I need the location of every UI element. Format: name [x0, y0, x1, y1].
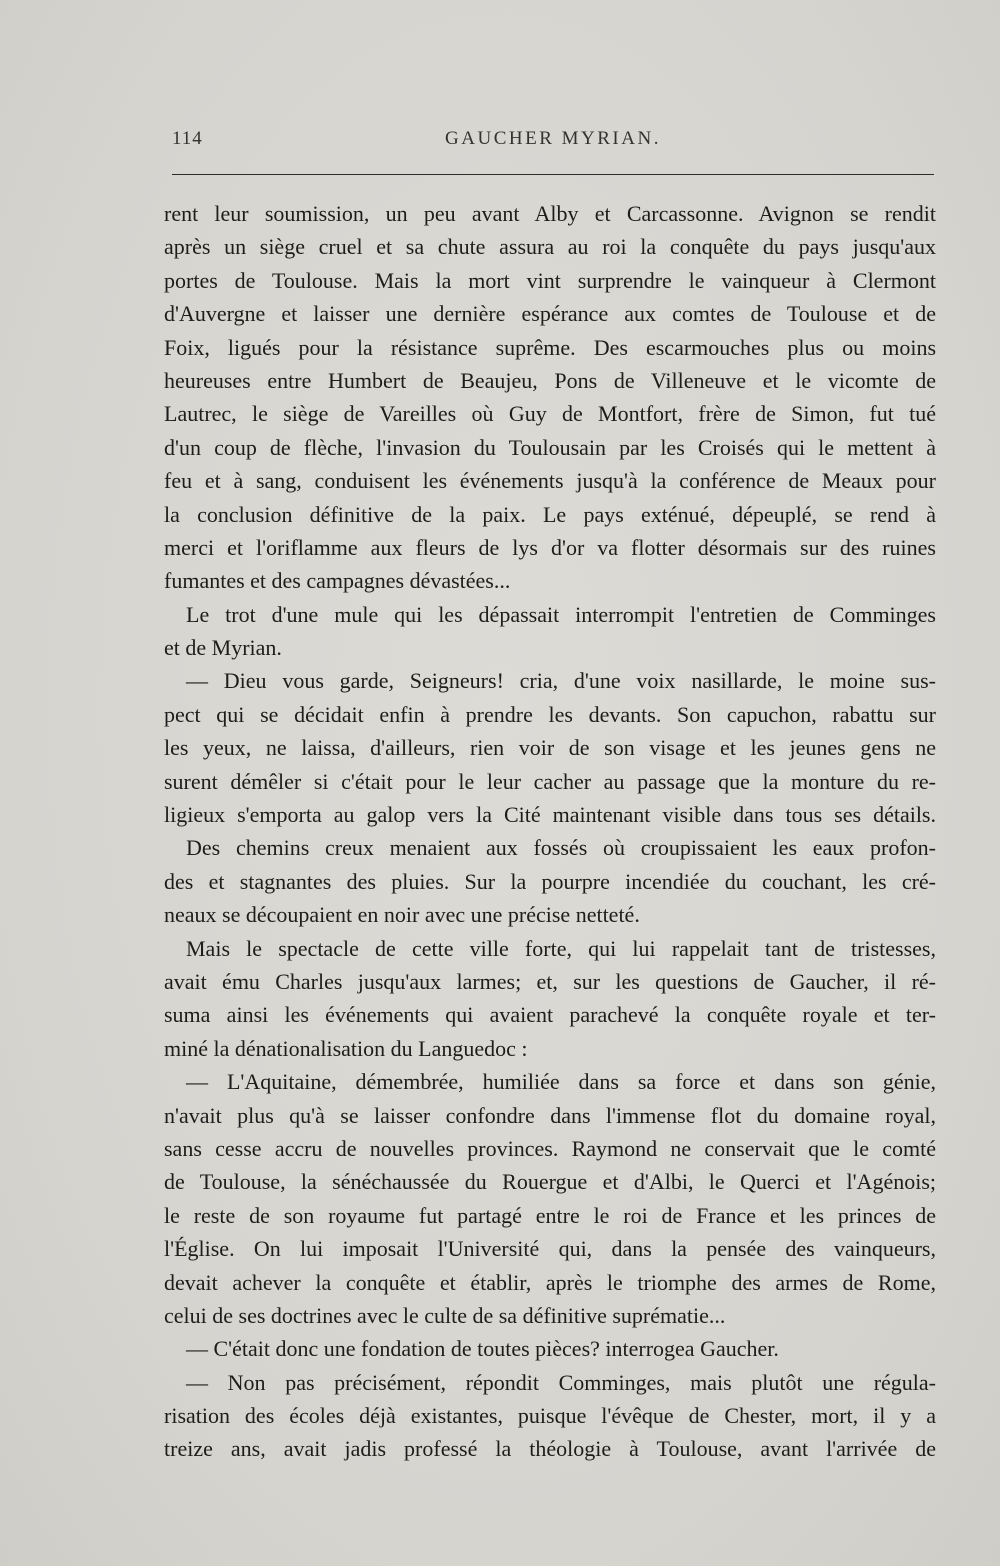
text-line: fumantes et des campagnes dévastées... — [164, 568, 511, 594]
running-head — [172, 128, 934, 158]
text-line: d'Auvergne et laisser une dernière espérance aux comtes de Toulouse et de — [164, 301, 936, 327]
text-line: ligieux s'emporta au galop vers la Cité maintenant visible dans tous ses détails. — [164, 802, 936, 828]
text-line: après un siège cruel et sa chute assura au roi la conquête du pays jusqu'aux — [164, 234, 936, 260]
text-line: Des chemins creux menaient aux fossés où croupissaient les eaux profon- — [186, 835, 936, 861]
body-text — [164, 197, 936, 1466]
text-line: l'Église. On lui imposait l'Université qui, dans la pensée des vainqueurs, — [164, 1236, 936, 1262]
text-line: suma ainsi les événements qui avaient parachevé la conquête royale et ter- — [164, 1002, 936, 1028]
text-line: de Toulouse, la sénéchaussée du Rouergue et d'Albi, le Querci et l'Agénois; — [164, 1169, 936, 1195]
text-line: miné la dénationalisation du Languedoc : — [164, 1035, 528, 1061]
text-line: — Non pas précisément, répondit Comminges, mais plutôt une régula- — [186, 1369, 936, 1395]
header-rule — [172, 174, 934, 175]
text-line: sans cesse accru de nouvelles provinces. Raymond ne conservait que le comté — [164, 1135, 936, 1161]
text-line: rent leur soumission, un peu avant Alby et Carcassonne. Avignon se rendit — [164, 201, 936, 226]
text-line: devait achever la conquête et établir, après le triomphe des armes de Rome, — [164, 1269, 936, 1295]
text-line: Lautrec, le siège de Vareilles où Guy de Montfort, frère de Simon, fut tué — [164, 401, 936, 427]
text-line: risation des écoles déjà existantes, puisque l'évêque de Chester, mort, il y a — [164, 1403, 936, 1429]
running-title: GAUCHER MYRIAN. — [445, 128, 661, 149]
text-line: d'un coup de flèche, l'invasion du Toulousain par les Croisés qui le mettent à — [164, 434, 936, 460]
text-line: — L'Aquitaine, démembrée, humiliée dans sa force et dans son génie, — [186, 1069, 936, 1095]
text-line: pect qui se décidait enfin à prendre les devants. Son capuchon, rabattu sur — [164, 701, 936, 727]
text-line: Le trot d'une mule qui les dépassait interrompit l'entretien de Comminges — [186, 601, 936, 627]
text-line: portes de Toulouse. Mais la mort vint surprendre le vainqueur à Clermont — [164, 267, 936, 293]
text-line: n'avait plus qu'à se laisser confondre dans l'immense flot du domaine royal, — [164, 1102, 936, 1128]
text-line: feu et à sang, conduisent les événements jusqu'à la conférence de Meaux pour — [164, 468, 936, 494]
text-line: — Dieu vous garde, Seigneurs! cria, d'une voix nasillarde, le moine sus- — [186, 668, 936, 694]
text-line: surent démêler si c'était pour le leur cacher au passage que la monture du re- — [164, 768, 936, 794]
text-line: des et stagnantes des pluies. Sur la pourpre incendiée du couchant, les cré- — [164, 868, 936, 894]
page-number: 114 — [172, 128, 203, 149]
text-line: celui de ses doctrines avec le culte de sa définitive suprématie... — [164, 1302, 726, 1328]
text-line: Foix, ligués pour la résistance suprême. Des escarmouches plus ou moins — [164, 334, 936, 360]
text-line: le reste de son royaume fut partagé entre le roi de France et les princes de — [164, 1202, 936, 1228]
text-line: et de Myrian. — [164, 635, 282, 661]
text-line: avait ému Charles jusqu'aux larmes; et, sur les questions de Gaucher, il ré- — [164, 968, 936, 994]
text-line: les yeux, ne laissa, d'ailleurs, rien voir de son visage et les jeunes gens ne — [164, 735, 936, 761]
text-line: merci et l'oriflamme aux fleurs de lys d'or va flotter désormais sur des ruines — [164, 534, 936, 560]
text-line: treize ans, avait jadis professé la théologie à Toulouse, avant l'arrivée de — [164, 1436, 936, 1462]
text-line: Mais le spectacle de cette ville forte, qui lui rappelait tant de tristesses, — [186, 935, 936, 961]
text-line: heureuses entre Humbert de Beaujeu, Pons de Villeneuve et le vicomte de — [164, 367, 936, 393]
text-line: la conclusion définitive de la paix. Le pays exténué, dépeuplé, se rend à — [164, 501, 936, 527]
text-line: — C'était donc une fondation de toutes pièces? interrogea Gaucher. — [186, 1336, 779, 1362]
text-line: neaux se découpaient en noir avec une précise netteté. — [164, 902, 640, 928]
